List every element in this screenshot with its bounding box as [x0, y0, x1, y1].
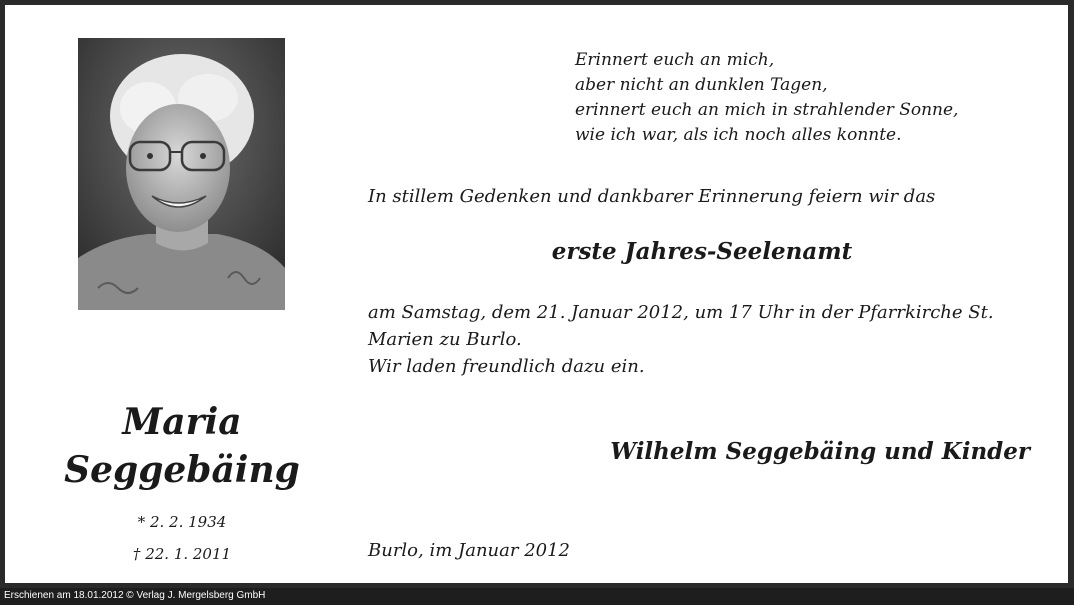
deceased-last-name: Seggebäing — [64, 449, 300, 491]
poem-line: erinnert euch an mich in strahlender Sonne, — [575, 100, 959, 120]
portrait-photo — [78, 38, 285, 310]
deceased-name — [50, 398, 314, 494]
publication-footer: Erschienen am 18.01.2012 © Verlag J. Mergelsberg GmbH — [4, 590, 266, 601]
details-line: am Samstag, dem 21. Januar 2012, um 17 Uhr in der Pfarrkirche St. — [368, 302, 994, 323]
death-date: † 22. 1. 2011 — [132, 545, 232, 563]
place-date: Burlo, im Januar 2012 — [368, 540, 571, 561]
memorial-intro: In stillem Gedenken und dankbarer Erinnerung feiern wir das — [368, 186, 936, 207]
details-line: Marien zu Burlo. — [368, 329, 522, 350]
poem-line: aber nicht an dunklen Tagen, — [575, 75, 828, 95]
life-dates — [50, 506, 314, 570]
poem-line: wie ich war, als ich noch alles konnte. — [575, 125, 902, 145]
poem-line: Erinnert euch an mich, — [575, 50, 775, 70]
birth-date: * 2. 2. 1934 — [137, 513, 227, 531]
details-line: Wir laden freundlich dazu ein. — [368, 356, 645, 377]
deceased-first-name: Maria — [122, 401, 242, 443]
family-signature: Wilhelm Seggebäing und Kinder — [610, 438, 1030, 465]
event-details — [368, 299, 994, 380]
event-title: erste Jahres-Seelenamt — [551, 238, 853, 265]
portrait-illustration — [78, 38, 285, 310]
poem — [575, 48, 958, 148]
